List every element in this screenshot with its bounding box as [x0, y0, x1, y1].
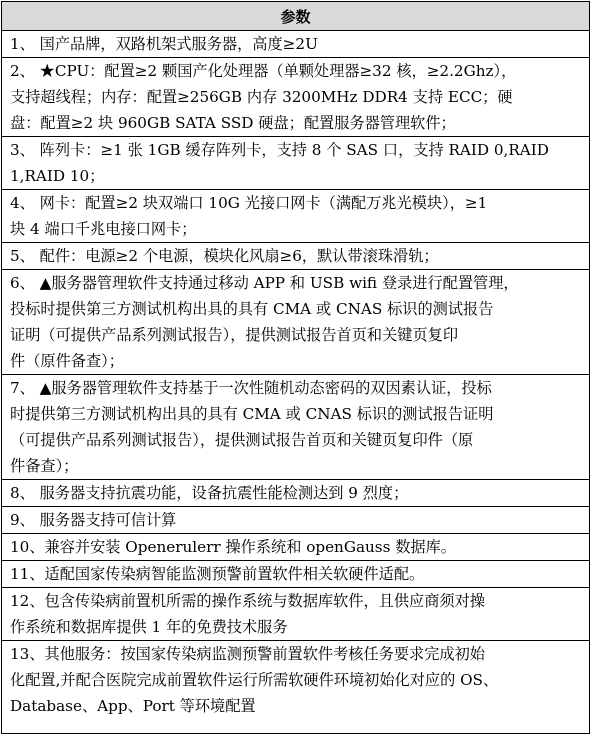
row-12-line-2: 作系统和数据库提供 1 年的免费技术服务 — [10, 618, 288, 636]
table-header: 参数 — [2, 2, 589, 31]
row-3-line-1: 3、 阵列卡：≥1 张 1GB 缓存阵列卡，支持 8 个 SAS 口，支持 RAID 0,RAID — [10, 141, 549, 159]
table-row-3 — [2, 137, 589, 190]
table-row-10 — [2, 534, 589, 561]
row-13-line-2: 化配置,并配合医院完成前置软件运行所需软硬件环境初始化对应的 OS、 — [10, 671, 499, 689]
spec-table — [1, 1, 590, 734]
row-11-line-1: 11、适配国家传染病智能监测预警前置软件相关软硬件适配。 — [10, 565, 425, 583]
row-6-line-2: 投标时提供第三方测试机构出具的具有 CMA 或 CNAS 标识的测试报告 — [10, 300, 494, 318]
row-7-line-2: 时提供第三方测试机构出具的具有 CMA 或 CNAS 标识的测试报告证明 — [10, 405, 494, 423]
row-1-line-1: 1、 国产品牌，双路机架式服务器，高度≥2U — [10, 35, 318, 53]
row-12-line-1: 12、包含传染病前置机所需的操作系统与数据库软件，且供应商须对操 — [10, 592, 485, 610]
row-2-line-1: 2、 ★CPU：配置≥2 颗国产化处理器（单颗处理器≥32 核，≥2.2Ghz）， — [10, 62, 517, 80]
row-9-line-1: 9、 服务器支持可信计算 — [10, 511, 177, 529]
table-row-11 — [2, 561, 589, 588]
row-13-line-1: 13、其他服务：按国家传染病监测预警前置软件考核任务要求完成初始 — [10, 645, 485, 663]
table-row-5 — [2, 243, 589, 270]
row-13-line-3: Database、App、Port 等环境配置 — [10, 697, 256, 715]
row-2-line-3: 盘：配置≥2 块 960GB SATA SSD 硬盘；配置服务器管理软件； — [10, 114, 456, 132]
row-4-line-1: 4、 网卡：配置≥2 块双端口 10G 光接口网卡（满配万兆光模块），≥1 — [10, 194, 488, 212]
row-4-line-2: 块 4 端口千兆电接口网卡； — [10, 220, 197, 238]
row-6-line-4: 件（原件备查）； — [10, 352, 124, 370]
table-row-4 — [2, 190, 589, 243]
row-8-line-1: 8、 服务器支持抗震功能，设备抗震性能检测达到 9 烈度； — [10, 484, 409, 502]
table-row-8 — [2, 480, 589, 507]
table-row-6 — [2, 270, 589, 375]
table-row-12 — [2, 588, 589, 641]
row-6-line-1: 6、 ▲服务器管理软件支持通过移动 APP 和 USB wifi 登录进行配置管理， — [10, 274, 519, 292]
table-row-2 — [2, 58, 589, 137]
table-row-1 — [2, 31, 589, 58]
table-row-13 — [2, 641, 589, 719]
row-2-line-2: 支持超线程；内存：配置≥256GB 内存 3200MHz DDR4 支持 ECC；硬 — [10, 88, 513, 106]
table-row-7 — [2, 375, 589, 480]
table-row-9 — [2, 507, 589, 534]
row-5-line-1: 5、 配件：电源≥2 个电源，模块化风扇≥6，默认带滚珠滑轨； — [10, 247, 439, 265]
row-10-line-1: 10、兼容并安装 Openerulerr 操作系统和 openGauss 数据库。 — [10, 538, 456, 556]
row-7-line-1: 7、 ▲服务器管理软件支持基于一次性随机动态密码的双因素认证，投标 — [10, 379, 492, 397]
row-6-line-3: 证明（可提供产品系列测试报告），提供测试报告首页和关键页复印 — [10, 326, 459, 344]
row-7-line-4: 件备查）； — [10, 457, 79, 475]
row-7-line-3: （可提供产品系列测试报告），提供测试报告首页和关键页复印件（原 — [10, 431, 474, 449]
row-3-line-2: 1,RAID 10； — [10, 167, 105, 185]
